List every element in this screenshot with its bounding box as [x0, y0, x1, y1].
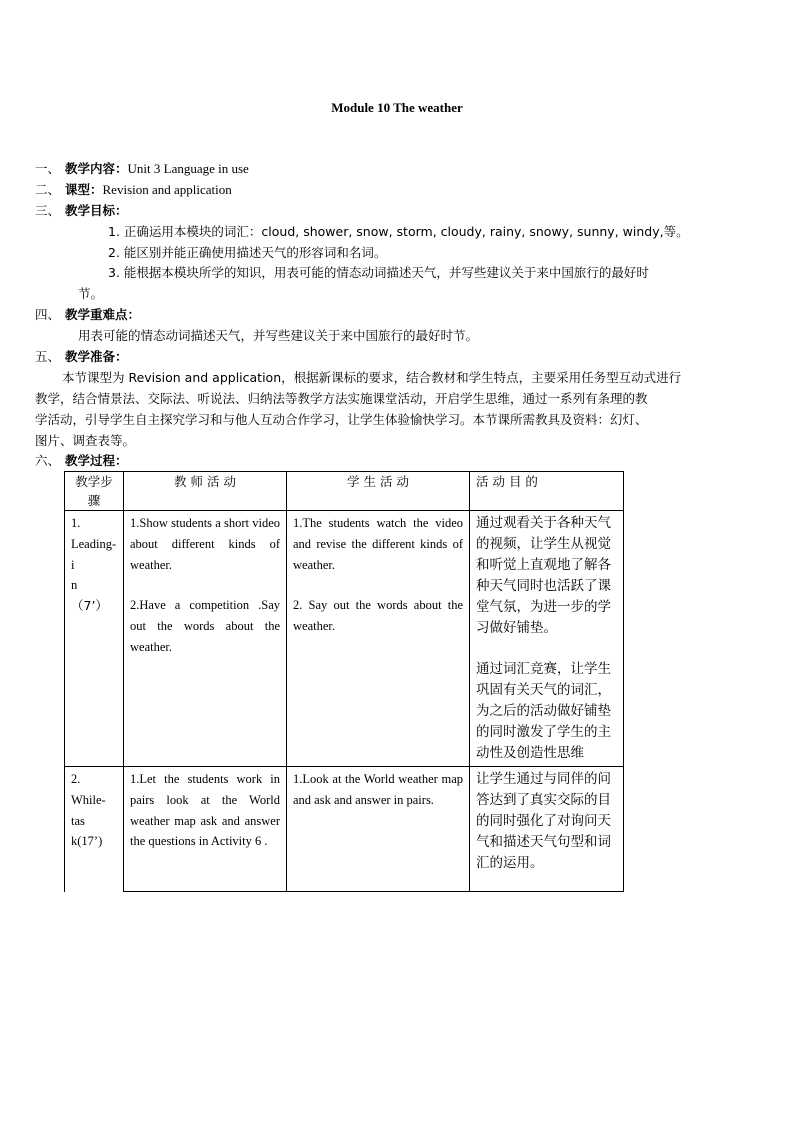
purpose-text: 通过词汇竞赛，让学生巩固有关天气的词汇，为之后的活动做好铺垫的同时激发了学生的主动性及创造性思维 [476, 661, 611, 761]
section-heading: 教学过程： [65, 453, 128, 468]
section-number: 三、 [35, 203, 61, 218]
teacher-cell [124, 767, 287, 892]
preparation-line: 教学，结合情景法、交际法、听说法、归纳法等教学方法实施课堂活动，开启学生思维，通过一系列有条理的教 [35, 391, 648, 406]
section-number: 五、 [35, 349, 61, 364]
section-heading: 教学内容： [65, 161, 128, 176]
section-number: 六、 [35, 453, 61, 468]
step-cell [65, 511, 124, 767]
student-activity: 2. Say out the words about the weather. [293, 598, 463, 634]
purpose-text: 让学生通过与同伴的问答达到了真实交际的目的同时强化了对询问天气和描述天气句型和词汇的运用。 [476, 771, 611, 871]
student-activity: 1.Look at the World weather map and ask and answer in pairs. [293, 772, 463, 807]
objective-item-continued: 节。 [78, 286, 104, 301]
teacher-activity: 2.Have a competition .Say out the words about the weather. [130, 598, 280, 654]
student-cell [287, 767, 470, 892]
purpose-cell [470, 767, 624, 892]
section-number: 四、 [35, 307, 61, 322]
section-number: 一、 [35, 161, 61, 176]
section-preparation [35, 347, 128, 367]
section-text: Revision and application [102, 182, 232, 197]
step-name-cont: n [71, 578, 78, 593]
objective-item: 1. 正确运用本模块的词汇：cloud, shower, snow, storm, cloudy, rainy, snowy, sunny, windy,等。 [108, 224, 689, 239]
teacher-activity: 1.Show students a short video about different kinds of weather. [130, 516, 280, 572]
document-title: Module 10 The weather [331, 100, 463, 115]
purpose-text: 通过观看关于各种天气的视频，让学生从视觉和听觉上直观地了解各种天气同时也活跃了课堂气氛，为进一步的学习做好铺垫。 [476, 515, 611, 636]
step-name: Leading-i [71, 536, 117, 572]
step-name: While-tas [71, 792, 106, 828]
section-heading: 课型： [65, 182, 103, 197]
section-number: 二、 [35, 182, 61, 197]
step-number: 2. [71, 772, 81, 786]
section-procedure [35, 451, 128, 471]
purpose-cell [470, 511, 624, 767]
step-duration: （7’） [71, 598, 108, 614]
section-heading: 教学重难点： [65, 307, 141, 322]
step-name-cont: k(17’) [71, 834, 103, 849]
section-lesson-type [35, 180, 232, 200]
objective-item: 3. 能根据本模块所学的知识，用表可能的情态动词描述天气，并写些建议关于来中国旅行的最好时 [108, 265, 649, 280]
preparation-line: 本节课型为 Revision and application，根据新课标的要求，结合教材和学生特点，主要采用任务型互动式进行 [62, 370, 682, 385]
section-heading: 教学准备： [65, 349, 128, 364]
section-objectives [35, 201, 128, 221]
header-student: 学 生 活 动 [287, 472, 470, 511]
objective-item: 2. 能区别并能正确使用描述天气的形容词和名词。 [108, 245, 387, 260]
student-activity: 1.The students watch the video and revise the different kinds of weather. [293, 516, 463, 572]
student-cell [287, 511, 470, 767]
preparation-line: 学活动，引导学生自主探究学习和与他人互动合作学习，让学生体验愉快学习。本节课所需教具及资料：幻灯、 [35, 412, 648, 427]
header-step: 教学步骤 [65, 472, 124, 511]
teacher-cell [124, 511, 287, 767]
section-key-points [35, 305, 140, 325]
step-number: 1. [71, 516, 81, 530]
header-teacher: 教 师 活 动 [124, 472, 287, 511]
table-row [65, 511, 624, 767]
section-text: Unit 3 Language in use [127, 161, 249, 176]
section-content [35, 159, 249, 179]
section-heading: 教学目标： [65, 203, 128, 218]
step-cell [65, 767, 124, 892]
procedure-table [64, 471, 624, 892]
preparation-line: 图片、调查表等。 [35, 433, 136, 448]
table-row [65, 767, 624, 892]
key-points-text: 用表可能的情态动词描述天气，并写些建议关于来中国旅行的最好时节。 [78, 328, 479, 343]
header-purpose: 活 动 目 的 [470, 472, 624, 511]
teacher-activity: 1.Let the students work in pairs look at the World weather map ask and answer the questions in Activity 6 . [130, 772, 280, 849]
table-header-row [65, 472, 624, 511]
